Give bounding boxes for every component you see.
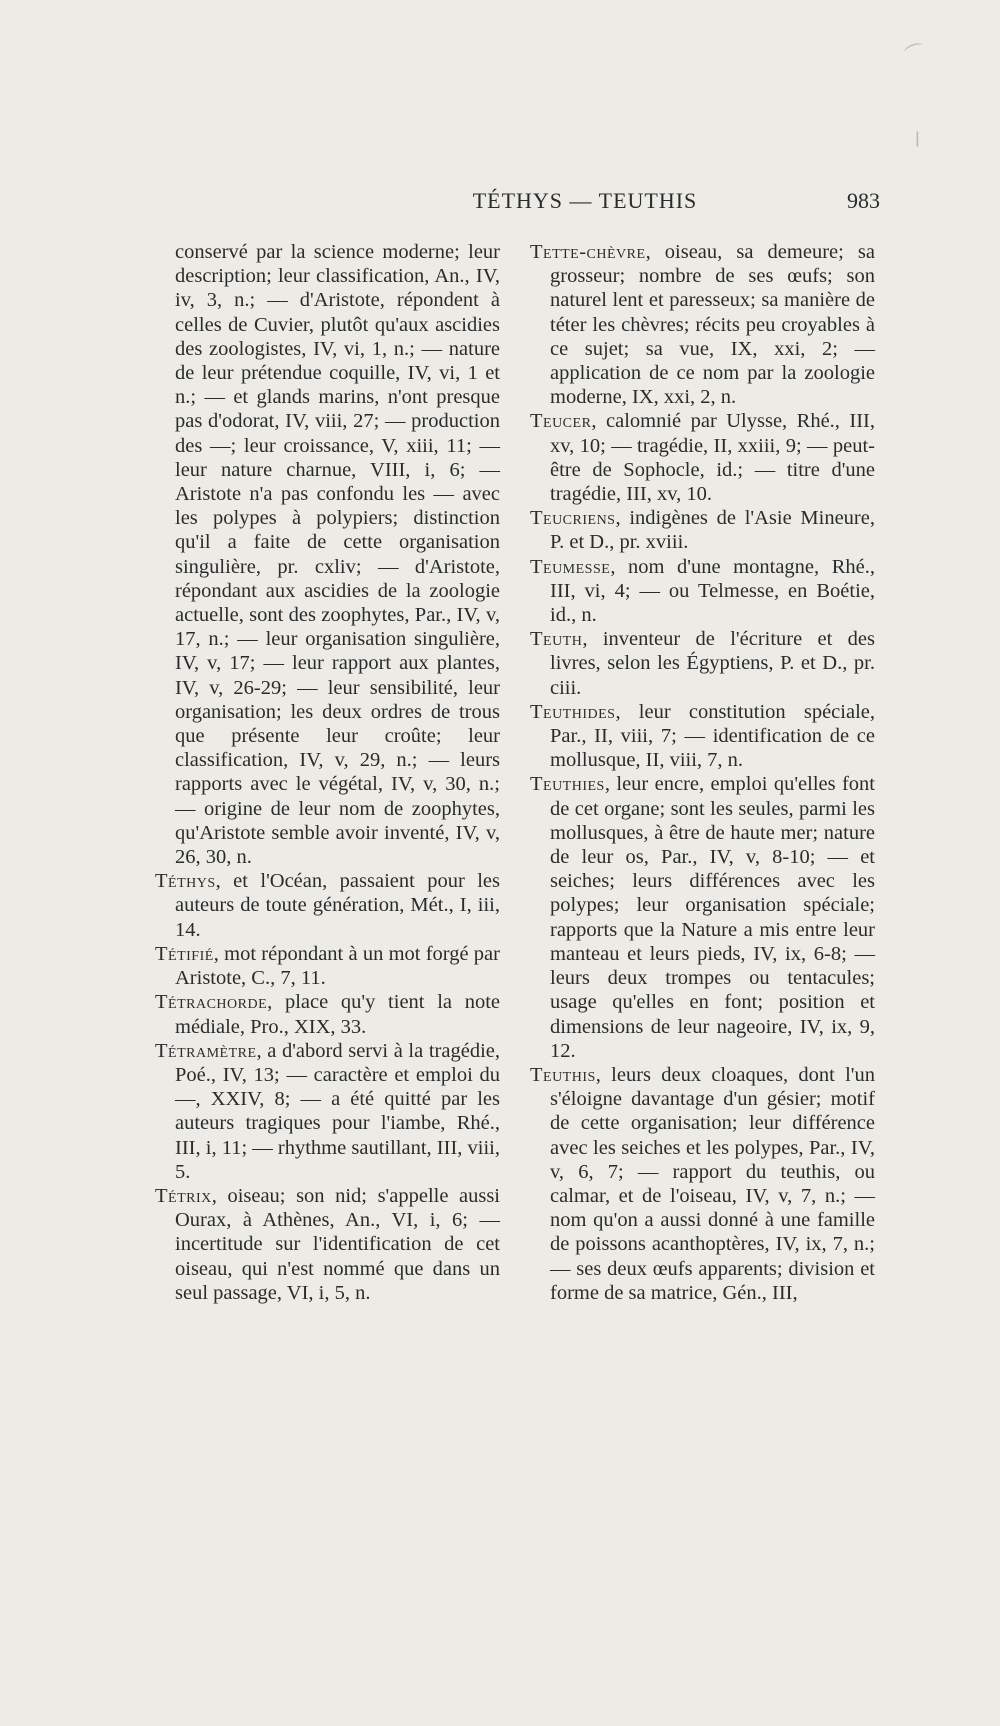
index-entry xyxy=(155,1039,500,1184)
entry-text: , calomnié par Ulysse, Rhé., III, xv, 10; — tragédie, II, xxiii, 9; — peut-être de Sophocle, id.; — titre d'une tragédie, III, xv, 10. xyxy=(550,410,875,506)
entry-headword: Teuth xyxy=(530,628,583,651)
entry-text: , oiseau, sa demeure; sa grosseur; nombre de ses œufs; son naturel lent et paresseux; sa manière de téter les chèvres; récits peu croyables à ce sujet; sa vue, IX, xxi, 2; — application de ce nom par la zoologie moderne, IX, xxi, 2, n. xyxy=(550,241,875,409)
index-entry xyxy=(530,627,875,700)
entry-text: , et l'Océan, passaient pour les auteurs de toute génération, Mét., I, iii, 14. xyxy=(175,870,500,941)
entry-text: , oiseau; son nid; s'appelle aussi Ourax, à Athènes, An., VI, i, 6; — incertitude sur l'identification de cet oiseau, qui n'est nommé que dans un seul passage, VI, i, 5, n. xyxy=(175,1184,500,1304)
entry-text: , mot répondant à un mot forgé par Aristote, C., 7, 11. xyxy=(175,942,500,990)
index-entry xyxy=(530,506,875,554)
margin-mark: ǀ xyxy=(915,128,920,147)
entry-text: , place qu'y tient la note médiale, Pro., XIX, 33. xyxy=(175,991,500,1038)
continuation-paragraph: conservé par la science moderne; leur description; leur classification, An., IV, iv, 3, n.; — d'Aristote, répondent à celles de Cuvier, plutôt qu'aux ascidies des zoologistes, IV, vi, 1, n.; — nature de leur prétendue coquille, IV, vi, 1 et n.; — et glands marins, n'ont presque pas d'odorat, IV, viii, 27; — production des —; leur croissance, V, xiii, 11; — leur nature charnue, VIII, i, 6; — Aristote n'a pas confondu les — avec les polypes à polypiers; distinction qu'il a faite de cette organisation singulière, pr. cxliv; — d'Aristote, répondant aux ascidies de la zoologie actuelle, sont des zoophytes, Par., IV, v, 17, n.; — leur organisation singulière, IV, v, 17; — leur rapport aux plantes, IV, v, 26-29; — leur sensibilité, leur organisation; les deux ordres de trous que présente leur croûte; leur classification, IV, v, 29, n.; — leurs rapports avec le végétal, IV, v, 30, n.; — origine de leur nom de zoophytes, qu'Aristote semble avoir inventé, IV, v, 26, 30, n. xyxy=(175,241,500,869)
entry-headword: Teucer xyxy=(530,410,592,433)
entry-text: , a d'abord servi à la tragédie, Poé., IV, 13; — caractère et emploi du —, XXIV, 8; — a été quitté par les auteurs tragiques pour l'iambe, Rhé., III, i, 11; — rhythme sautillant, III, viii, 5. xyxy=(175,1039,500,1183)
index-entry xyxy=(530,555,875,628)
entry-headword: Teuthides xyxy=(530,700,616,723)
entry-headword: Teuthis xyxy=(530,1063,596,1086)
index-entry xyxy=(530,240,875,409)
running-title: TÉTHYS — TEUTHIS xyxy=(472,188,698,213)
right-column xyxy=(530,240,875,1305)
page-header xyxy=(150,188,880,224)
index-entry xyxy=(530,409,875,506)
entry-headword: Tétrix xyxy=(155,1184,212,1207)
entry-text: , inventeur de l'écriture et des livres, selon les Égyptiens, P. et D., pr. ciii. xyxy=(550,628,875,699)
entry-headword: Tétramètre xyxy=(155,1039,257,1062)
entry-text: , leur constitution spéciale, Par., II, viii, 7; — identification de ce mollusque, II, viii, 7, n. xyxy=(550,700,875,772)
entry-text: , indigènes de l'Asie Mineure, P. et D., pr. xviii. xyxy=(550,507,875,554)
entry-text: , leur encre, emploi qu'elles font de cet organe; sont les seules, parmi les mollusques, à être de haute mer; nature de leur os, Par., IV, v, 8-10; — et seiches; leurs différences avec les polypes; leur organisation spéciale; rapports que la Nature a mis entre leur manteau et leurs pieds, IV, ix, 6-8; — leurs deux trompes ou tentacules; usage qu'elles en font; position et dimensions de leur nageoire, IV, ix, 9, 12. xyxy=(550,773,875,1062)
index-entry xyxy=(155,1184,500,1305)
entry-headword: Téthys xyxy=(155,870,216,893)
index-entry xyxy=(155,942,500,990)
left-column xyxy=(155,240,500,1305)
entry-headword: Teuthies xyxy=(530,773,605,796)
entry-headword: Teucriens xyxy=(530,507,616,530)
index-entry xyxy=(155,990,500,1038)
index-entry xyxy=(530,1063,875,1305)
page-number: 983 xyxy=(847,188,880,213)
index-entry xyxy=(530,772,875,1062)
index-entry xyxy=(530,700,875,773)
entry-headword: Tétrachorde xyxy=(155,991,268,1014)
entry-headword: Tette-chèvre xyxy=(530,241,646,263)
entry-headword: Tétifié xyxy=(155,942,214,965)
entry-headword: Teumesse xyxy=(530,555,611,578)
corner-mark: ⌒ xyxy=(902,39,930,69)
index-entry xyxy=(155,869,500,942)
entry-text: , leurs deux cloaques, dont l'un s'éloigne davantage d'un gésier; motif de cette organisation; leur différence avec les seiches et les polypes, Par., IV, v, 6, 7; — rapport du teuthis, ou calmar, et de l'oiseau, IV, v, 7, n.; — nom qu'on a aussi donné à une famille de poissons acanthoptères, IV, ix, 7, n.; — ses deux œufs apparents; division et forme de sa matrice, Gén., III, xyxy=(550,1063,875,1304)
entry-text: , nom d'une montagne, Rhé., III, vi, 4; — ou Telmesse, en Boétie, id., n. xyxy=(550,555,875,627)
